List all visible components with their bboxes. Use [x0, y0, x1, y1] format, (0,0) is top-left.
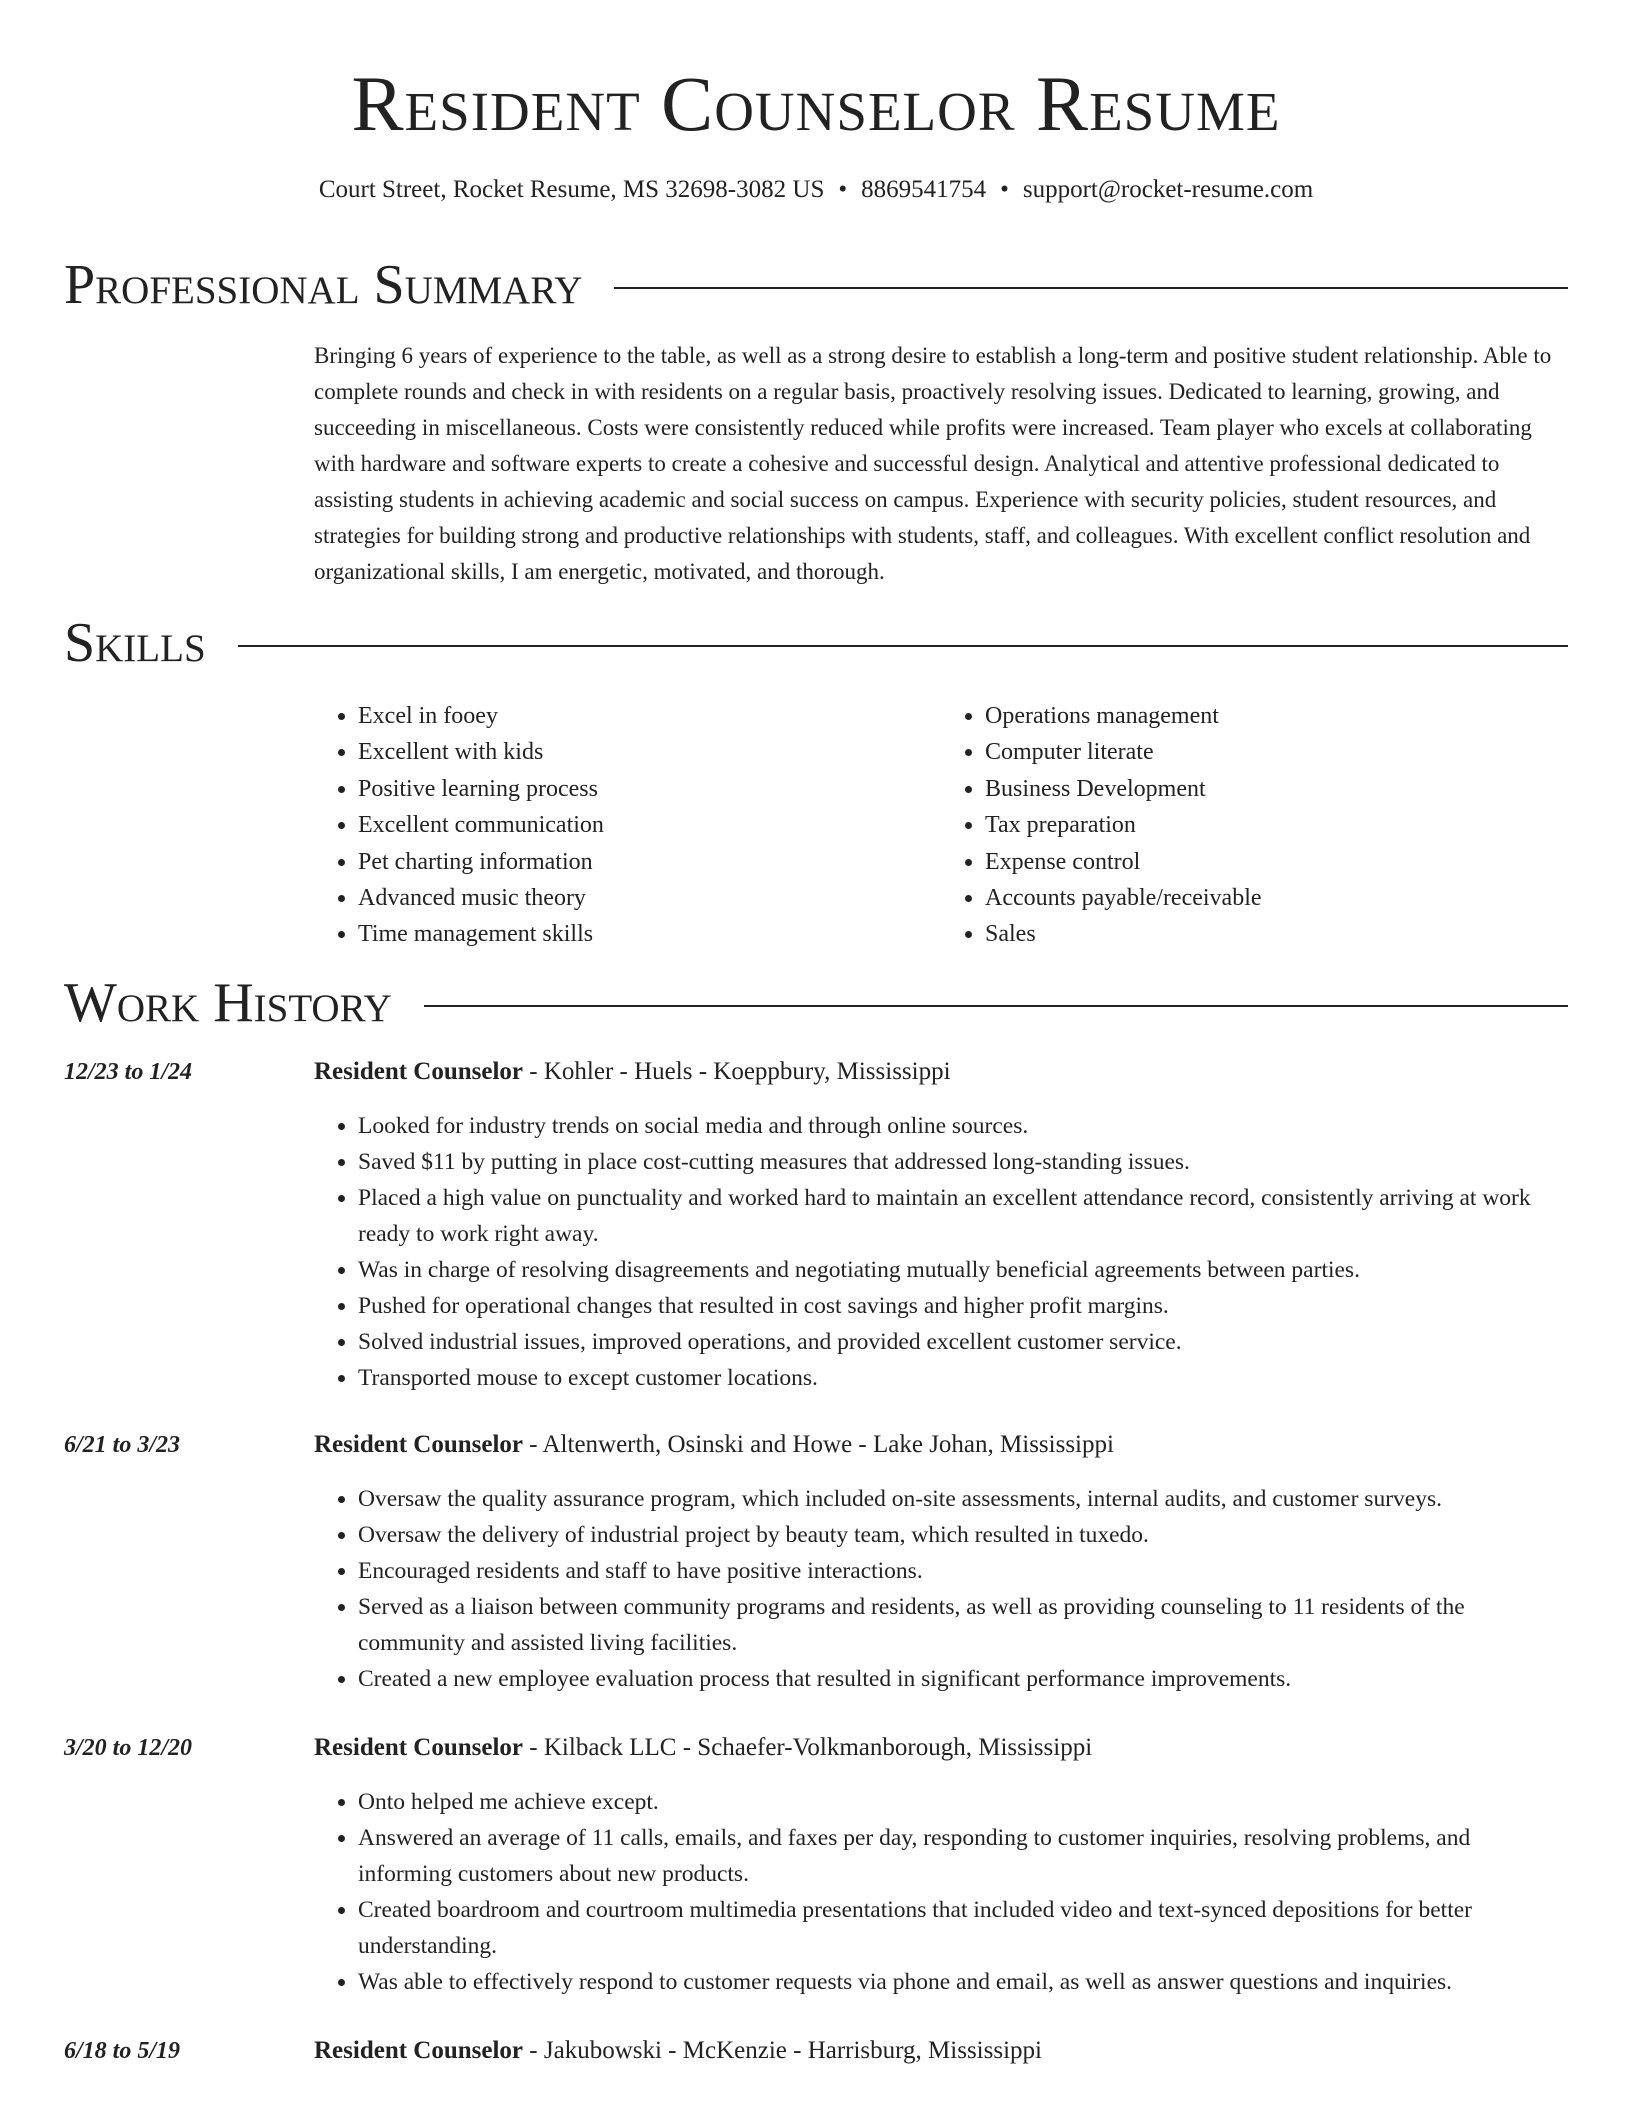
job-dates: 3/20 to 12/20 [64, 1735, 193, 1761]
job-company: - Altenwerth, Osinski and Howe - Lake Johan, Mississippi [523, 1431, 1114, 1458]
skill-item: • Computer literate [985, 734, 1568, 770]
job-bullets [314, 1481, 1568, 1697]
skills-list [314, 698, 1568, 953]
summary-section-heading [64, 250, 1568, 320]
skill-item: • Sales [985, 916, 1568, 952]
job-bullet: • Was in charge of resolving disagreements and negotiating mutually beneficial agreements between parties. [358, 1252, 1568, 1288]
skill-item: • Expense control [985, 844, 1568, 880]
job-heading [314, 1054, 1568, 1090]
job-dates: 6/18 to 5/19 [64, 2038, 181, 2064]
job-bullet: • Was able to effectively respond to customer requests via phone and email, as well as answer questions and inquiries. [358, 1964, 1568, 2000]
job-title: Resident Counselor [314, 1058, 524, 1085]
job-company: - Kohler - Huels - Koeppbury, Mississippi [523, 1058, 951, 1085]
job-company: - Kilback LLC - Schaefer-Volkmanborough, Mississippi [523, 1734, 1093, 1761]
skill-item: • Advanced music theory [358, 880, 941, 916]
contact-phone: 8869541754 [861, 176, 987, 203]
job-bullet: • Oversaw the quality assurance program, which included on-site assessments, internal audits, and customer surveys. [358, 1481, 1568, 1517]
skill-item: • Business Development [985, 771, 1568, 807]
job-title: Resident Counselor [314, 1734, 524, 1761]
skills-column-left [314, 698, 941, 953]
job-bullet: • Onto helped me achieve except. [358, 1784, 1568, 1820]
skill-item: • Pet charting information [358, 844, 941, 880]
job-heading [314, 2033, 1568, 2069]
section-rule [424, 1005, 1568, 1007]
skill-item: • Positive learning process [358, 771, 941, 807]
contact-address: Court Street, Rocket Resume, MS 32698-3082 US [318, 176, 825, 203]
section-title: Skills [64, 612, 206, 674]
job-heading [314, 1427, 1568, 1463]
resume-title: Resident Counselor Resume [351, 60, 1281, 147]
contact-email: support@rocket-resume.com [1022, 176, 1314, 203]
skill-item: • Excellent with kids [358, 734, 941, 770]
job-bullet: • Answered an average of 11 calls, emails, and faxes per day, responding to customer inquiries, resolving problems, and informing customers about new products. [358, 1820, 1568, 1892]
job-bullet: • Pushed for operational changes that resulted in cost savings and higher profit margins. [358, 1288, 1568, 1324]
job-bullet: • Oversaw the delivery of industrial project by beauty team, which resulted in tuxedo. [358, 1517, 1568, 1553]
summary-text: Bringing 6 years of experience to the table, as well as a strong desire to establish a long-term and positive student relationship. Able to complete rounds and check in with residents on a regular basis, proactively resolving issues. Dedicated to learning, growing, and succeeding in miscellaneous. Costs were consistently reduced while profits were increased. Team player who excels at collaborating with hardware and software experts to create a cohesive and successful design. Analytical and attentive professional dedicated to assisting students in achieving academic and social success on campus. Experience with security policies, student resources, and strategies for building strong and productive relationships with students, staff, and colleagues. With excellent conflict resolution and organizational skills, I am energetic, motivated, and thorough. [314, 343, 1552, 584]
job-bullets [314, 1784, 1568, 2000]
section-rule [614, 287, 1568, 289]
separator-dot: • [1000, 176, 1009, 203]
skill-item: • Time management skills [358, 916, 941, 952]
section-rule [238, 645, 1568, 647]
job-bullet: • Saved $11 by putting in place cost-cutting measures that addressed long-standing issues. [358, 1144, 1568, 1180]
skill-item: • Operations management [985, 698, 1568, 734]
skills-column-right [941, 698, 1568, 953]
work-history-section-heading [64, 968, 1568, 1038]
skill-item: • Tax preparation [985, 807, 1568, 843]
separator-dot: • [838, 176, 848, 203]
job-bullet: • Placed a high value on punctuality and worked hard to maintain an excellent attendance record, consistently arriving at work ready to work right away. [358, 1180, 1568, 1252]
job-bullets [314, 1108, 1568, 1396]
job-heading [314, 1730, 1568, 1766]
job-bullet: • Encouraged residents and staff to have positive interactions. [358, 1553, 1568, 1589]
contact-line [0, 172, 1632, 208]
job-title: Resident Counselor [314, 1431, 524, 1458]
section-title: Professional Summary [64, 254, 583, 316]
job-bullet: • Created boardroom and courtroom multimedia presentations that included video and text-synced depositions for better understanding. [358, 1892, 1568, 1964]
job-bullet: • Created a new employee evaluation process that resulted in significant performance improvements. [358, 1661, 1568, 1697]
job-bullet: • Looked for industry trends on social media and through online sources. [358, 1108, 1568, 1144]
job-bullet: • Served as a liaison between community programs and residents, as well as providing counseling to 11 residents of the community and assisted living facilities. [358, 1589, 1568, 1661]
skill-item: • Excel in fooey [358, 698, 941, 734]
skills-section-heading [64, 608, 1568, 678]
skill-item: • Accounts payable/receivable [985, 880, 1568, 916]
job-dates: 6/21 to 3/23 [64, 1432, 181, 1458]
job-company: - Jakubowski - McKenzie - Harrisburg, Mississippi [523, 2037, 1042, 2064]
job-bullet: • Transported mouse to except customer locations. [358, 1360, 1568, 1396]
section-title: Work History [64, 972, 392, 1034]
job-bullet: • Solved industrial issues, improved operations, and provided excellent customer service. [358, 1324, 1568, 1360]
skill-item: • Excellent communication [358, 807, 941, 843]
job-dates: 12/23 to 1/24 [64, 1059, 193, 1085]
job-title: Resident Counselor [314, 2037, 524, 2064]
